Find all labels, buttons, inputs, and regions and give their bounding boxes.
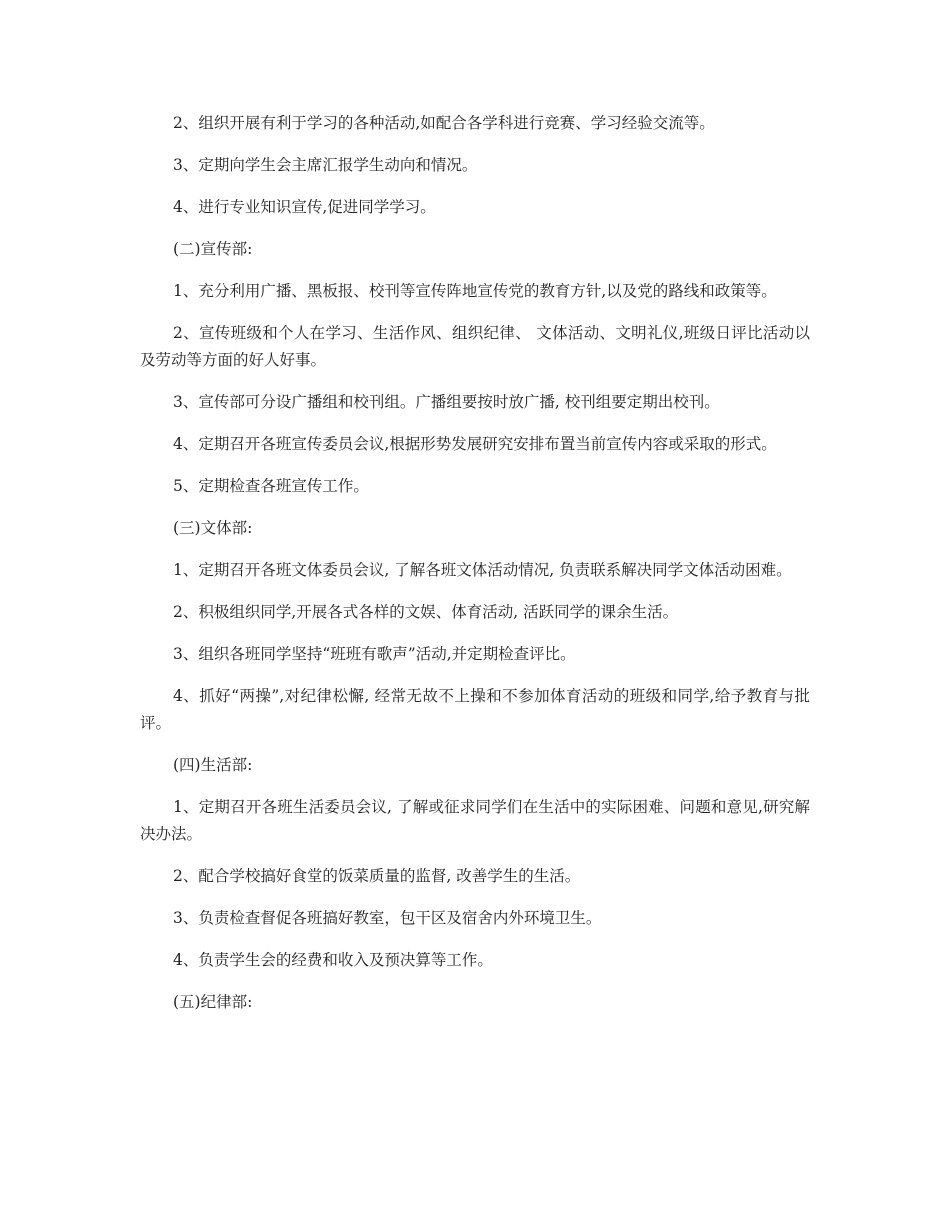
paragraph-sports-1: 1、定期召开各班文体委员会议, 了解各班文体活动情况, 负责联系解决同学文体活动困难。: [173, 561, 792, 579]
paragraph-publicity-1: 1、充分利用广播、黑板报、校刊等宣传阵地宣传党的教育方针,以及党的路线和政策等。: [173, 282, 777, 300]
paragraph-sports-3: 3、组织各班同学坚持“班班有歌声”活动,并定期检查评比。: [173, 645, 576, 663]
section-heading-discipline: (五)纪律部:: [173, 993, 253, 1011]
paragraph-publicity-2: 2、宣传班级和个人在学习、生活作风、组织纪律、 文体活动、文明礼仪,班级日评比活动以及劳动等方面的好人好事。: [140, 324, 810, 369]
paragraph-publicity-5: 5、定期检查各班宣传工作。: [173, 477, 369, 495]
section-heading-publicity: (二)宣传部:: [173, 240, 253, 258]
paragraph-life-3: 3、负责检查督促各班搞好教室，包干区及宿舍内外环境卫生。: [173, 909, 602, 927]
paragraph-life-1: 1、定期召开各班生活委员会议, 了解或征求同学们在生活中的实际困难、问题和意见,研究解决办法。: [140, 798, 810, 843]
paragraph-life-4: 4、负责学生会的经费和收入及预决算等工作。: [173, 951, 493, 969]
paragraph-publicity-3: 3、宣传部可分设广播组和校刊组。广播组要按时放广播, 校刊组要定期出校刊。: [173, 393, 720, 411]
section-heading-sports: (三)文体部:: [173, 519, 253, 537]
paragraph-publicity-4: 4、定期召开各班宣传委员会议,根据形势发展研究安排布置当前宣传内容或采取的形式。: [173, 435, 777, 453]
paragraph-sports-2: 2、积极组织同学,开展各式各样的文娱、体育活动, 活跃同学的课余生活。: [173, 603, 679, 621]
paragraph-knowledge-promotion: 4、进行专业知识宣传,促进同学学习。: [173, 198, 436, 216]
paragraph-study-activities: 2、组织开展有利于学习的各种活动,如配合各学科进行竞赛、学习经验交流等。: [173, 114, 715, 132]
paragraph-report-to-chairman: 3、定期向学生会主席汇报学生动向和情况。: [173, 156, 478, 174]
paragraph-sports-4: 4、抓好“两操”,对纪律松懈, 经常无故不上操和不参加体育活动的班级和同学,给予教育与批评。: [140, 687, 810, 732]
paragraph-life-2: 2、配合学校搞好食堂的饭菜质量的监督, 改善学生的生活。: [173, 867, 581, 885]
section-heading-life: (四)生活部:: [173, 756, 253, 774]
